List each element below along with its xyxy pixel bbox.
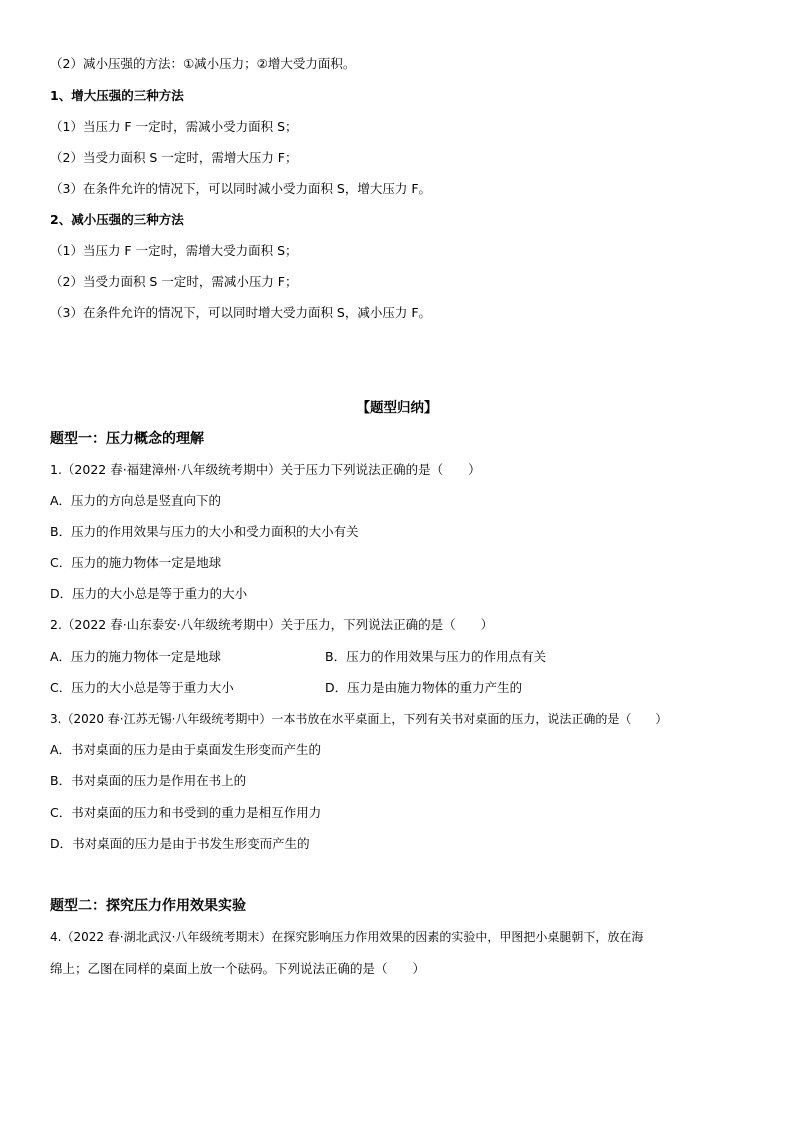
section1-item-1: （1）当压力 F 一定时，需减小受力面积 S； <box>50 119 298 134</box>
q3-option-a: A．书对桌面的压力是由于桌面发生形变而产生的 <box>50 742 322 757</box>
q1-stem: 1.（2022 春·福建漳州·八年级统考期中）关于压力下列说法正确的是（ ） <box>50 462 481 477</box>
q3-stem: 3.（2020 春·江苏无锡·八年级统考期中）一本书放在水平桌面上，下列有关书对桌面的压力，说法正确的是（ ） <box>50 712 668 726</box>
section1-title: 1、增大压强的三种方法 <box>50 88 184 103</box>
q3-option-d: D．书对桌面的压力是由于书发生形变而产生的 <box>50 836 310 851</box>
q2-option-a: A．压力的施力物体一定是地球 <box>50 649 222 664</box>
type1-title: 题型一：压力概念的理解 <box>50 431 204 447</box>
q2-option-b: B．压力的作用效果与压力的作用点有关 <box>325 649 547 664</box>
q2-option-c: C．压力的大小总是等于重力大小 <box>50 680 234 695</box>
q3-option-c: C．书对桌面的压力和书受到的重力是相互作用力 <box>50 805 322 820</box>
q4-stem-line2: 绵上；乙图在同样的桌面上放一个砝码。下列说法正确的是（ ） <box>50 961 426 976</box>
q2-stem: 2.（2022 春·山东泰安·八年级统考期中）关于压力，下列说法正确的是（ ） <box>50 617 494 632</box>
section1-item-3: （3）在条件允许的情况下，可以同时减小受力面积 S，增大压力 F。 <box>50 181 432 196</box>
type2-title: 题型二：探究压力作用效果实验 <box>50 898 246 914</box>
summary-title: 【题型归纳】 <box>356 400 438 416</box>
q4-stem-line1: 4.（2022 春·湖北武汉·八年级统考期末）在探究影响压力作用效果的因素的实验中，甲图把小桌腿朝下，放在海 <box>50 930 644 944</box>
q1-option-b: B．压力的作用效果与压力的大小和受力面积的大小有关 <box>50 524 359 539</box>
section2-item-1: （1）当压力 F 一定时，需增大受力面积 S； <box>50 243 298 258</box>
intro-line: （2）减小压强的方法：①减小压力；②增大受力面积。 <box>50 56 356 71</box>
section1-item-2: （2）当受力面积 S 一定时，需增大压力 F； <box>50 150 298 165</box>
q1-option-c: C．压力的施力物体一定是地球 <box>50 555 222 570</box>
section2-title: 2、减小压强的三种方法 <box>50 212 184 227</box>
q1-option-d: D．压力的大小总是等于重力的大小 <box>50 586 248 601</box>
section2-item-2: （2）当受力面积 S 一定时，需减小压力 F； <box>50 274 298 289</box>
q3-option-b: B．书对桌面的压力是作用在书上的 <box>50 773 247 788</box>
q1-option-a: A．压力的方向总是竖直向下的 <box>50 493 222 508</box>
section2-item-3: （3）在条件允许的情况下，可以同时增大受力面积 S，减小压力 F。 <box>50 305 432 320</box>
q2-option-d: D．压力是由施力物体的重力产生的 <box>325 680 523 695</box>
